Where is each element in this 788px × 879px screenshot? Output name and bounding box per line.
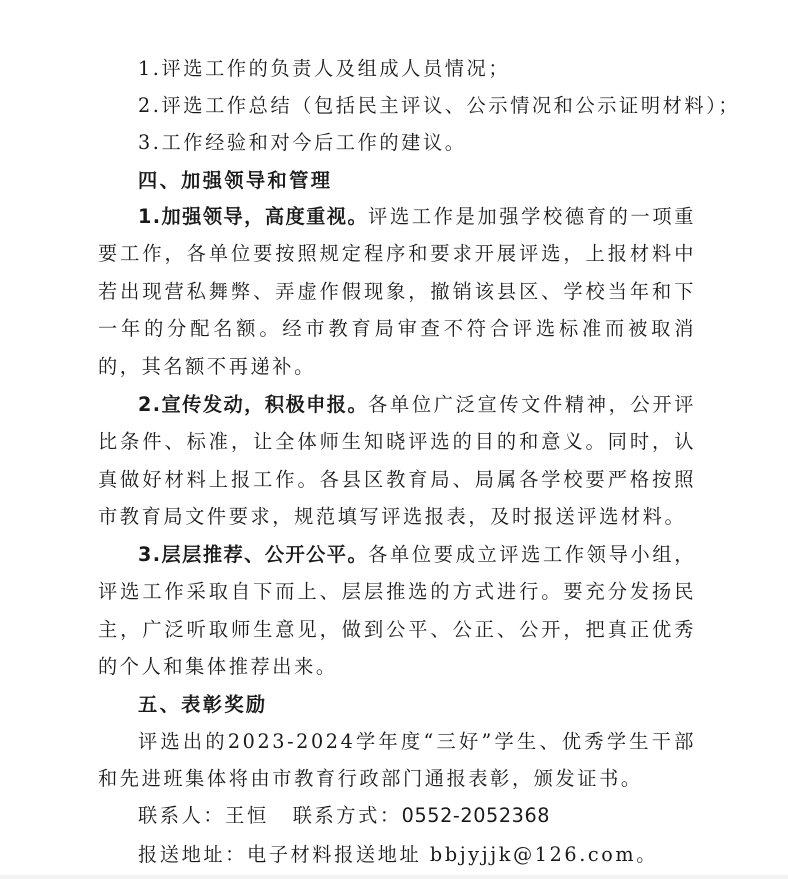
phone-number: 0552-2052368 xyxy=(401,804,551,827)
page-bottom-edge xyxy=(0,875,788,879)
contact-name: 王恒 xyxy=(225,804,269,827)
paragraph-body: 评选工作是加强学校德育的一项重要工作，各单位要按照规定程序和要求开展评选，上报材料中若出现营私舞弊、弄虚作假现象，撤销该县区、学校当年和下一年的分配名额。经市教育局审查不符合评选标准而被取消的，其名额不再递补。 xyxy=(98,205,696,378)
list-item-2: 2.评选工作总结（包括民主评议、公示情况和公示证明材料）； xyxy=(138,94,741,117)
paragraph-body: 各单位要成立评选工作领导小组，评选工作采取自下而上、层层推选的方式进行。要充分发扬民主，广泛听取师生意见，做到公平、公正、公开，把真正优秀的个人和集体推荐出来。 xyxy=(98,543,696,679)
paragraph-lead: 3.层层推荐、公开公平。 xyxy=(138,543,369,566)
paragraph-body: 各单位广泛宣传文件精神，公开评比条件、标准，让全体师生知晓评选的目的和意义。同时，认真做好材料上报工作。各县区教育局、局属各学校要严格按照市教育局文件要求，规范填写评选报表，及时报送评选材料。 xyxy=(98,393,696,529)
contact-line xyxy=(138,801,550,828)
list-item-1: 1.评选工作的负责人及组成人员情况； xyxy=(138,57,511,80)
submit-address: 电子材料报送地址 bbjyjjk@126.com。 xyxy=(246,843,659,866)
paragraph-awards: 评选出的2023-2024学年度“三好”学生、优秀学生干部和先进班集体将由市教育行政部门通报表彰，颁发证书。 xyxy=(98,730,696,791)
section-heading-4: 四、加强领导和管理 xyxy=(138,169,333,192)
submit-line xyxy=(138,840,658,867)
list-item-3: 3.工作经验和对今后工作的建议。 xyxy=(138,131,467,154)
contact-label: 联系人： xyxy=(138,804,226,827)
submit-label: 报送地址： xyxy=(138,843,247,866)
paragraph-lead: 1.加强领导，高度重视。 xyxy=(138,205,369,228)
paragraph-lead: 2.宣传发动，积极申报。 xyxy=(138,393,369,416)
section-heading-5: 五、表彰奖励 xyxy=(138,693,268,716)
paragraph-publicity xyxy=(98,386,696,536)
paragraph-leadership xyxy=(98,198,696,385)
phone-label: 联系方式： xyxy=(292,804,402,827)
paragraph-recommendation xyxy=(98,536,696,686)
